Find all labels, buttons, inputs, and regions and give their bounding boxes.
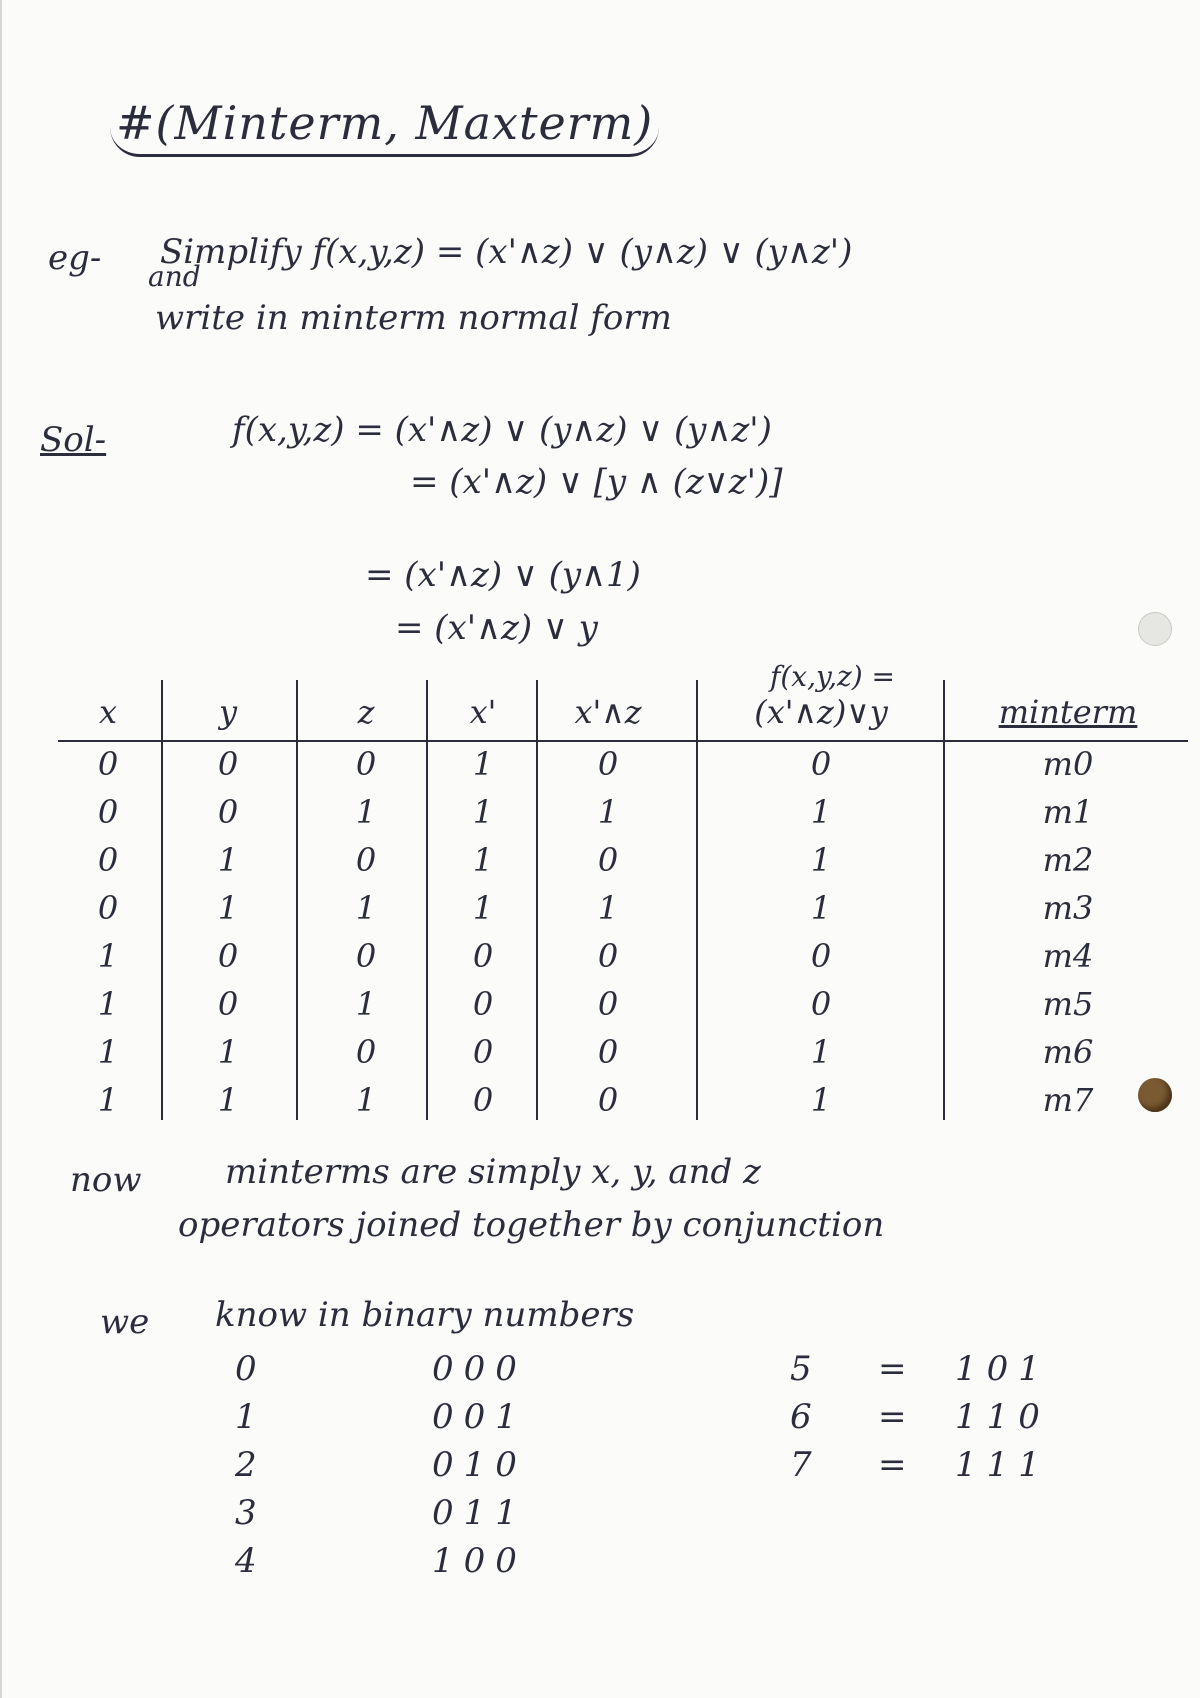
example-and: and bbox=[148, 260, 201, 293]
solution-step-2: = (x'∧z) ∨ [y ∧ (z∨z')] bbox=[410, 462, 783, 502]
note-line1: minterms are simply x, y, and z bbox=[225, 1152, 761, 1192]
table-cell: 0 bbox=[97, 889, 119, 927]
column-header: x'∧z bbox=[574, 693, 642, 731]
binary-value: 110 bbox=[955, 1397, 1050, 1437]
table-cell: 0 bbox=[355, 745, 377, 783]
table-cell: 1 bbox=[97, 985, 119, 1023]
column-header: x bbox=[98, 693, 118, 731]
table-cell: 1 bbox=[355, 793, 377, 831]
column-header: minterm bbox=[998, 693, 1138, 731]
table-cell: 0 bbox=[597, 937, 619, 975]
table-cell: 0 bbox=[472, 1081, 494, 1119]
equals-sign: = bbox=[878, 1397, 907, 1437]
table-cell: 1 bbox=[97, 1033, 119, 1071]
table-cell: 0 bbox=[97, 793, 119, 831]
table-cell: 1 bbox=[472, 793, 494, 831]
table-cell: 1 bbox=[810, 841, 832, 879]
hole-mark bbox=[1138, 612, 1172, 646]
binary-value: 111 bbox=[955, 1445, 1050, 1485]
heading-text: #(Minterm, Maxterm) bbox=[110, 96, 659, 157]
binary-value: 101 bbox=[955, 1349, 1050, 1389]
table-cell: 1 bbox=[810, 889, 832, 927]
binary-right-codes bbox=[955, 1345, 1050, 1489]
table-cell: 0 bbox=[217, 793, 239, 831]
solution-step-1: f(x,y,z) = (x'∧z) ∨ (y∧z) ∨ (y∧z') bbox=[232, 410, 772, 450]
binary-value: 5 bbox=[790, 1349, 812, 1389]
binary-left-codes bbox=[432, 1345, 527, 1585]
binary-right-decimals bbox=[790, 1345, 812, 1489]
example-label: eg- bbox=[48, 238, 102, 278]
table-cell: 0 bbox=[597, 745, 619, 783]
table-cell: 1 bbox=[472, 889, 494, 927]
binary-we: we bbox=[100, 1302, 150, 1342]
table-cell: 0 bbox=[97, 841, 119, 879]
table-cell: 0 bbox=[597, 1033, 619, 1071]
binary-equals-column bbox=[878, 1345, 907, 1489]
binary-left-decimals bbox=[235, 1345, 257, 1585]
table-cell: 0 bbox=[217, 745, 239, 783]
column-divider bbox=[426, 680, 428, 1120]
column-minterm bbox=[988, 690, 1148, 1124]
example-line2: write in minterm normal form bbox=[155, 298, 672, 338]
table-cell: 0 bbox=[810, 985, 832, 1023]
column-divider bbox=[536, 680, 538, 1120]
table-cell: 0 bbox=[810, 745, 832, 783]
table-cell: 1 bbox=[810, 1033, 832, 1071]
table-cell: m6 bbox=[1042, 1033, 1094, 1071]
binary-value: 1 bbox=[235, 1397, 257, 1437]
table-cell: m0 bbox=[1042, 745, 1094, 783]
table-cell: 1 bbox=[472, 841, 494, 879]
table-cell: 1 bbox=[217, 1081, 239, 1119]
column-divider bbox=[696, 680, 698, 1120]
binary-value: 2 bbox=[235, 1445, 257, 1485]
table-cell: 0 bbox=[472, 985, 494, 1023]
binary-value: 6 bbox=[790, 1397, 812, 1437]
table-cell: m4 bbox=[1042, 937, 1094, 975]
binary-value: 010 bbox=[432, 1445, 527, 1485]
table-cell: 1 bbox=[597, 889, 619, 927]
binary-value: 000 bbox=[432, 1349, 527, 1389]
column-header: z bbox=[357, 693, 375, 731]
column-header: y bbox=[218, 693, 238, 731]
column-header: x' bbox=[469, 693, 497, 731]
binary-value: 011 bbox=[432, 1493, 527, 1533]
column-divider bbox=[296, 680, 298, 1120]
table-cell: 1 bbox=[217, 889, 239, 927]
table-cell: 0 bbox=[472, 1033, 494, 1071]
table-cell: 1 bbox=[217, 841, 239, 879]
column-y bbox=[178, 690, 278, 1124]
binary-value: 001 bbox=[432, 1397, 527, 1437]
column-divider bbox=[161, 680, 163, 1120]
table-cell: 1 bbox=[355, 1081, 377, 1119]
binary-value: 4 bbox=[235, 1541, 257, 1581]
column-f bbox=[706, 690, 936, 1124]
table-cell: 1 bbox=[472, 745, 494, 783]
table-cell: 0 bbox=[217, 937, 239, 975]
table-cell: 1 bbox=[217, 1033, 239, 1071]
page-heading bbox=[110, 96, 659, 157]
table-cell: 1 bbox=[97, 1081, 119, 1119]
column-x-prime bbox=[433, 690, 533, 1124]
table-cell: 1 bbox=[810, 1081, 832, 1119]
table-cell: 0 bbox=[472, 937, 494, 975]
table-cell: 1 bbox=[810, 793, 832, 831]
column-divider bbox=[943, 680, 945, 1120]
solution-step-3: = (x'∧z) ∨ (y∧1) bbox=[365, 555, 641, 595]
equals-sign: = bbox=[878, 1349, 907, 1389]
solution-label: Sol- bbox=[40, 420, 107, 460]
truth-table-f-label: f(x,y,z) = bbox=[770, 660, 896, 693]
table-cell: 0 bbox=[810, 937, 832, 975]
table-cell: 0 bbox=[97, 745, 119, 783]
table-cell: 0 bbox=[597, 985, 619, 1023]
binary-value: 3 bbox=[235, 1493, 257, 1533]
column-x bbox=[58, 690, 158, 1124]
column-x-prime-and-z bbox=[558, 690, 658, 1124]
table-cell: 1 bbox=[597, 793, 619, 831]
table-cell: m5 bbox=[1042, 985, 1094, 1023]
note-line2: operators joined together by conjunction bbox=[178, 1205, 885, 1245]
table-cell: 1 bbox=[97, 937, 119, 975]
table-cell: m1 bbox=[1042, 793, 1094, 831]
page-edge bbox=[0, 0, 2, 1698]
table-cell: m2 bbox=[1042, 841, 1094, 879]
table-cell: m3 bbox=[1042, 889, 1094, 927]
table-cell: 0 bbox=[597, 841, 619, 879]
table-cell: 0 bbox=[355, 937, 377, 975]
solution-step-4: = (x'∧z) ∨ y bbox=[395, 608, 598, 648]
table-cell: 0 bbox=[597, 1081, 619, 1119]
binary-value: 0 bbox=[235, 1349, 257, 1389]
binary-value: 100 bbox=[432, 1541, 527, 1581]
table-cell: 0 bbox=[217, 985, 239, 1023]
note-now: now bbox=[70, 1160, 142, 1200]
table-cell: 0 bbox=[355, 841, 377, 879]
table-cell: m7 bbox=[1042, 1081, 1094, 1119]
example-line1: Simplify f(x,y,z) = (x'∧z) ∨ (y∧z) ∨ (y∧z') bbox=[160, 232, 853, 272]
truth-table bbox=[58, 690, 1188, 1135]
equals-sign: = bbox=[878, 1445, 907, 1485]
column-header: (x'∧z)∨y bbox=[754, 693, 888, 731]
binary-value: 7 bbox=[790, 1445, 812, 1485]
column-z bbox=[316, 690, 416, 1124]
table-cell: 0 bbox=[355, 1033, 377, 1071]
table-cell: 1 bbox=[355, 985, 377, 1023]
hole-mark bbox=[1138, 1078, 1172, 1112]
binary-intro: know in binary numbers bbox=[215, 1295, 635, 1335]
table-cell: 1 bbox=[355, 889, 377, 927]
